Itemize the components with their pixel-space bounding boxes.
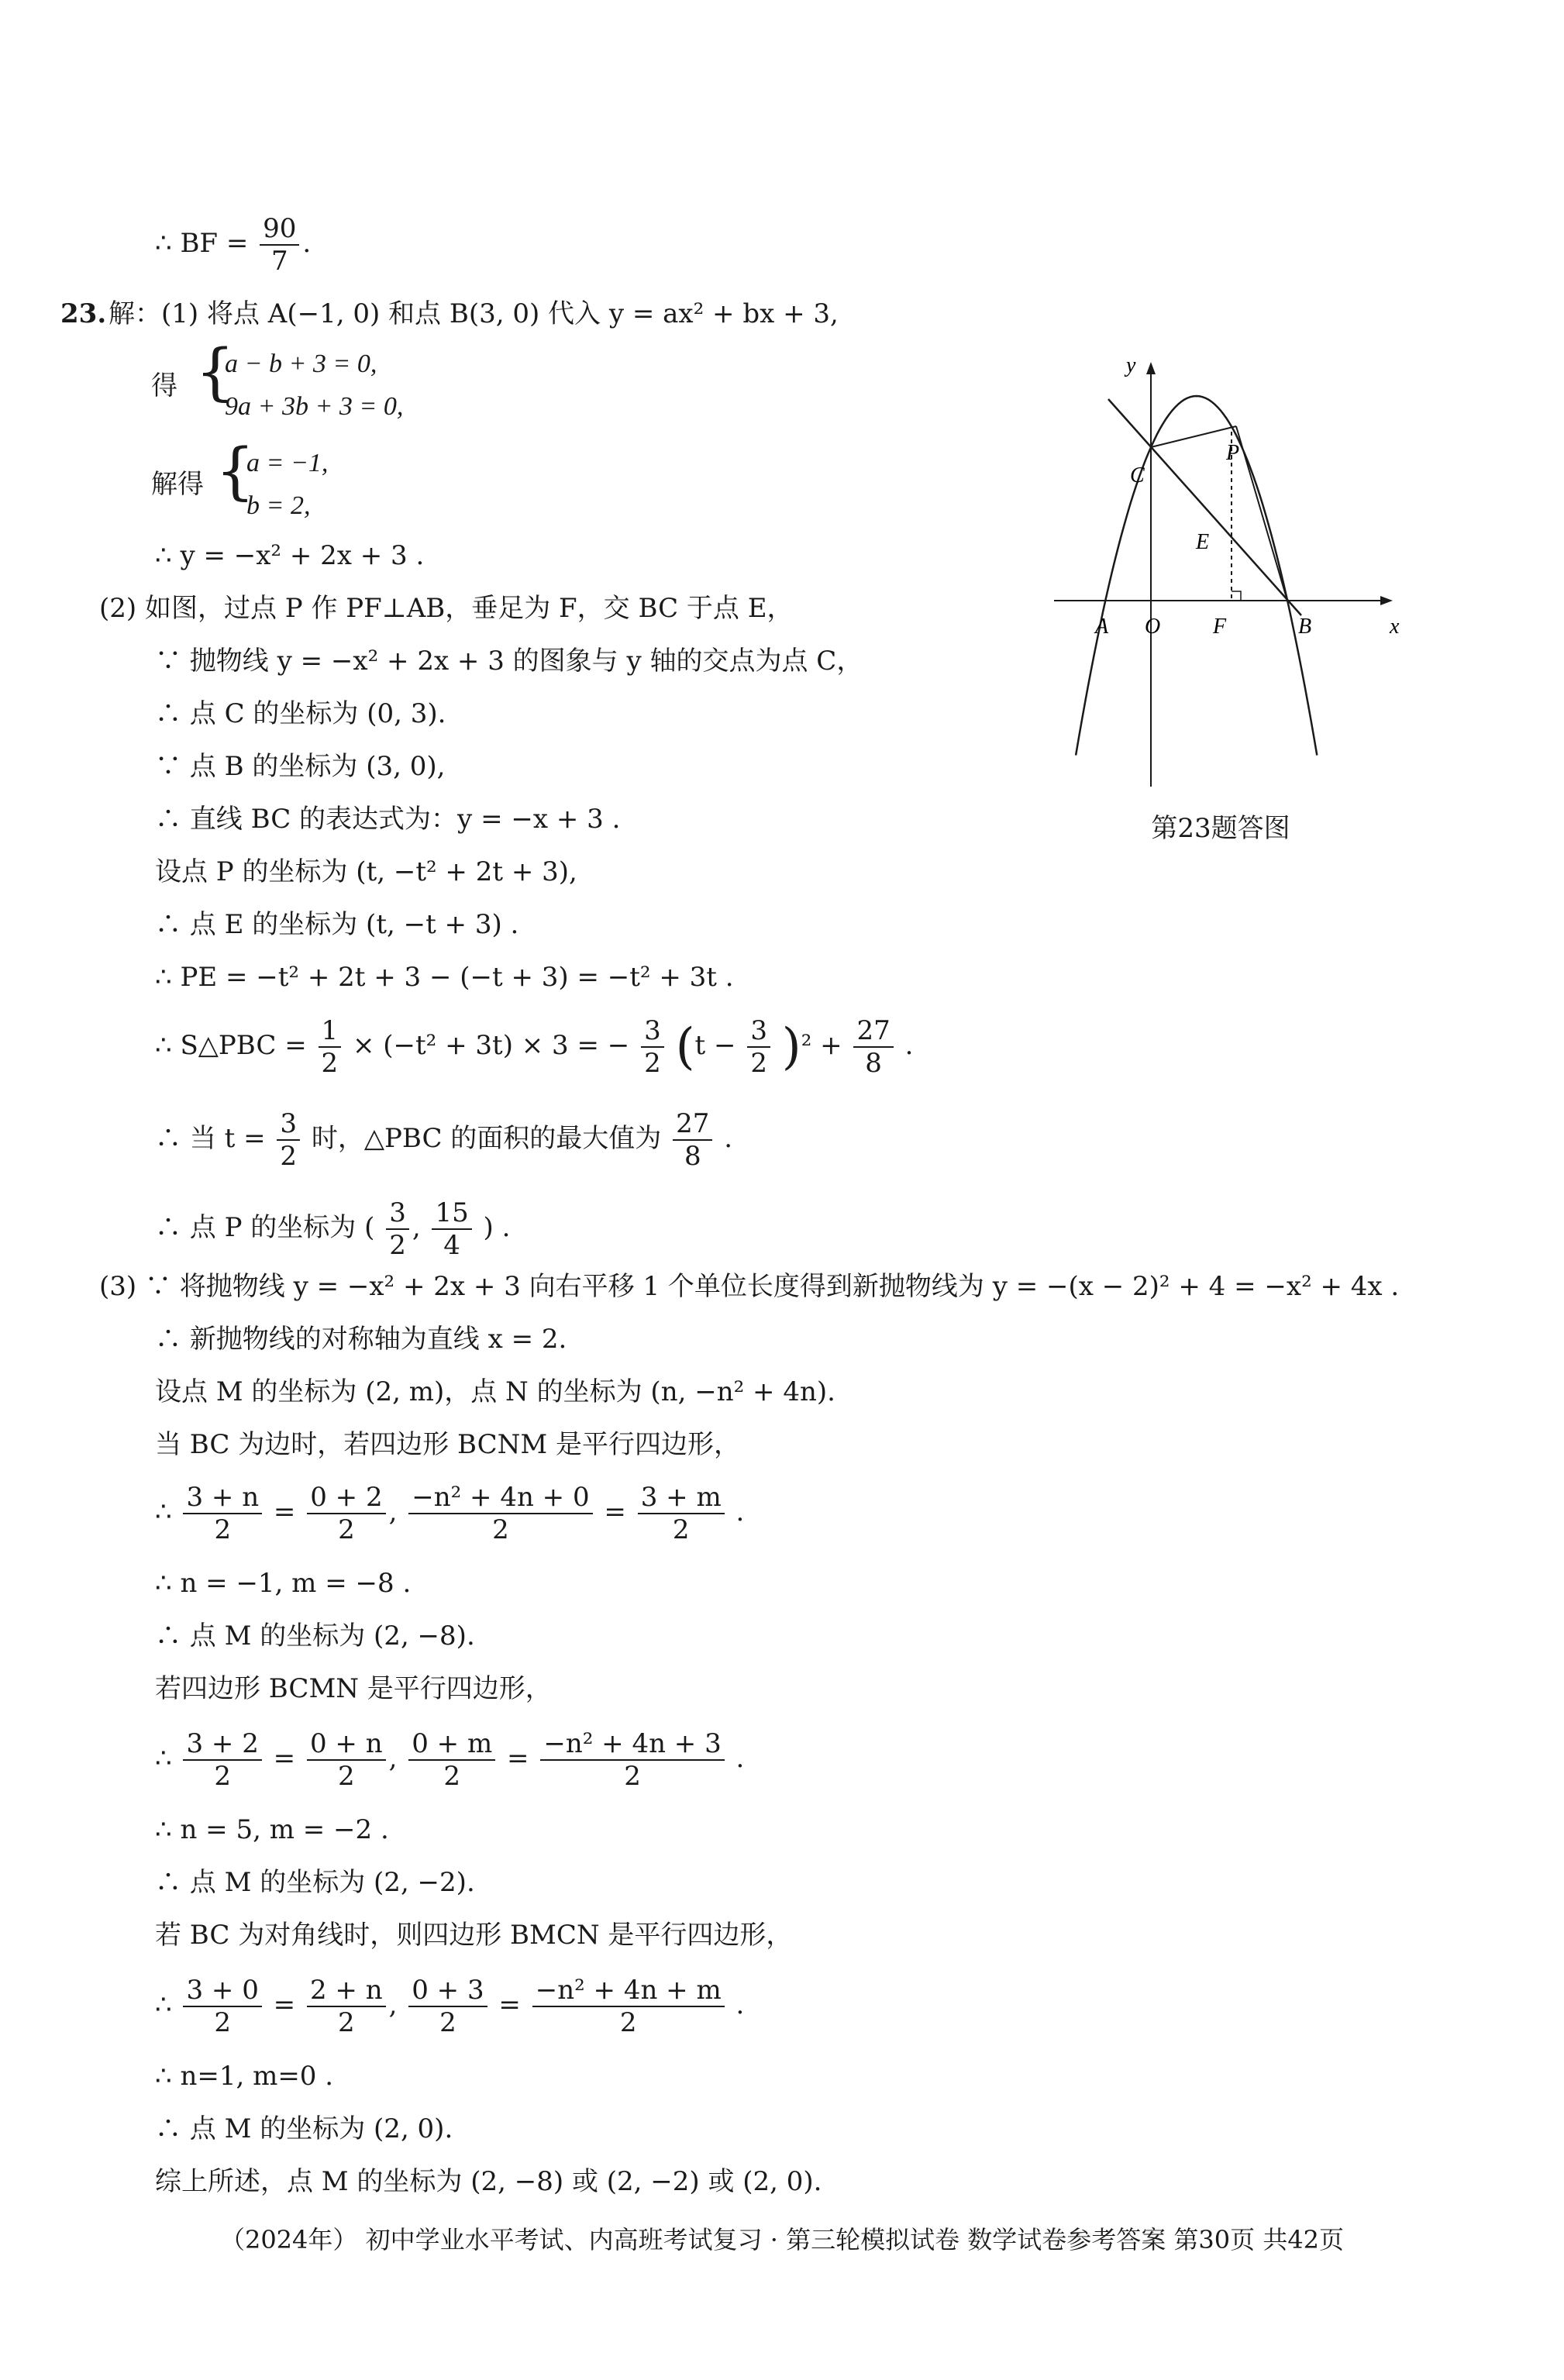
solution-line: ∴ 点 M 的坐标为 (2, −2). — [155, 1867, 475, 1898]
fraction: $\frac{3 + 2}{2}$ — [183, 1728, 261, 1792]
fraction: $\frac{1}{2}$ — [319, 1015, 342, 1079]
solution-line: ∴ 直线 BC 的表达式为：y = −x + 3 . — [155, 804, 621, 835]
equation: a = −1, — [246, 449, 329, 477]
solution-line: ∴ 点 C 的坐标为 (0, 3). — [155, 698, 446, 729]
equation: b = 2, — [246, 491, 311, 520]
area-expression: ∴ S△PBC = $\frac{1}{2}$ × (−t² + 3t) × 3 = − $\frac{3}{2}$ (t − $\frac{3}{2}$ )² + $\frac{27}{8}$ . — [155, 1015, 914, 1079]
y-axis-arrow-icon — [1146, 362, 1156, 374]
fraction: $\frac{0 + m}{2}$ — [408, 1728, 495, 1792]
solution-line-1: 解：(1) 将点 A(−1, 0) 和点 B(3, 0) 代入 y = ax² + bx + 3, — [109, 298, 839, 329]
fraction: $\frac{3}{2}$ — [277, 1108, 300, 1172]
fraction: $\frac{3 + m}{2}$ — [638, 1482, 725, 1545]
fraction: $\frac{15}{4}$ — [432, 1197, 471, 1261]
fraction: $\frac{2 + n}{2}$ — [307, 1975, 386, 2038]
fraction: $\frac{\text{−n² + 4n + 3}}{2}$ — [540, 1728, 724, 1792]
midpoint-equation: ∴ $\frac{3 + n}{2}$ = $\frac{0 + 2}{2}$ , $\frac{\text{−n² + 4n + 0}}{2}$ = $\frac{3 + m}{2}$ . — [155, 1482, 745, 1545]
label-f: F — [1213, 615, 1227, 639]
point-p-line: ∴ 点 P 的坐标为 ( $\frac{3}{2}$ , $\frac{15}{4}$ ) . — [155, 1197, 511, 1261]
question-number: 23. — [60, 298, 107, 329]
x-axis-arrow-icon — [1380, 596, 1393, 605]
part-2-intro: (2) 如图，过点 P 作 PF⊥AB，垂足为 F，交 BC 于点 E， — [99, 593, 794, 624]
midpoint-equation: ∴ $\frac{3 + 2}{2}$ = $\frac{0 + n}{2}$ , $\frac{0 + m}{2}$ = $\frac{\text{−n² + 4n + 3}}{2}$ . — [155, 1728, 745, 1792]
label-b: B — [1298, 615, 1312, 639]
solution-line: ∴ n = −1, m = −8 . — [155, 1568, 412, 1599]
solution-line: 设点 P 的坐标为 (t, −t² + 2t + 3), — [155, 856, 577, 887]
solution-line: ∴ 新抛物线的对称轴为直线 x = 2. — [155, 1324, 567, 1355]
midpoint-equation: ∴ $\frac{3 + 0}{2}$ = $\frac{2 + n}{2}$ , $\frac{0 + 3}{2}$ = $\frac{\text{−n² + 4n + m}}{2}$ . — [155, 1975, 745, 2038]
figure-caption: 第23题答图 — [1151, 813, 1290, 844]
fraction: $\frac{\text{−n² + 4n + m}}{2}$ — [532, 1975, 725, 2038]
fraction: $\frac{0 + 2}{2}$ — [307, 1482, 385, 1545]
fraction: $\frac{3}{2}$ — [641, 1015, 664, 1079]
line-bc — [1108, 399, 1301, 615]
answer-bf-line: ∴ BF = $\frac{90}{7}$ . — [155, 213, 312, 277]
fraction: $\frac{0 + n}{2}$ — [307, 1728, 386, 1792]
solution-line: 若四边形 BCMN 是平行四边形， — [155, 1673, 552, 1704]
solution-line: ∴ 点 M 的坐标为 (2, 0). — [155, 2113, 453, 2144]
fraction: $\frac{3 + 0}{2}$ — [183, 1975, 261, 2038]
parabola-curve — [1076, 396, 1317, 756]
segment-pc — [1151, 426, 1236, 447]
brace-icon: { — [195, 336, 235, 408]
solution-line: ∴ PE = −t² + 2t + 3 − (−t + 3) = −t² + 3t . — [155, 962, 734, 993]
figure-23 — [1035, 345, 1407, 844]
label-y: y — [1126, 353, 1136, 377]
solution-line: ∵ 抛物线 y = −x² + 2x + 3 的图象与 y 轴的交点为点 C， — [155, 646, 863, 677]
solution-line: ∴ n=1, m=0 . — [155, 2061, 334, 2092]
label-o: O — [1145, 615, 1161, 639]
max-area-line: ∴ 当 t = $\frac{3}{2}$ 时，△PBC 的面积的最大值为 $\frac{27}{8}$ . — [155, 1108, 733, 1172]
brace-icon: { — [215, 435, 255, 507]
fraction: $\frac{0 + 3}{2}$ — [408, 1975, 487, 2038]
right-angle-icon — [1232, 591, 1241, 601]
label-e: E — [1196, 530, 1210, 554]
fraction: $\frac{90}{7}$ — [260, 213, 299, 277]
equation: a − b + 3 = 0, — [225, 350, 377, 378]
solution-line: ∴ n = 5, m = −2 . — [155, 1814, 389, 1845]
fraction: $\frac{3}{2}$ — [386, 1197, 409, 1261]
solution-line: ∴ 点 M 的坐标为 (2, −8). — [155, 1621, 475, 1652]
label-a: A — [1095, 615, 1109, 639]
label-x: x — [1390, 615, 1400, 639]
fraction: $\frac{3}{2}$ — [747, 1015, 770, 1079]
label-c: C — [1130, 463, 1145, 487]
system-prefix: 解得 — [151, 469, 204, 500]
solution-line: 当 BC 为边时，若四边形 BCNM 是平行四边形， — [155, 1429, 741, 1460]
fraction: $\frac{27}{8}$ — [673, 1108, 712, 1172]
solution-line: ∵ 点 B 的坐标为 (3, 0), — [155, 751, 446, 782]
parabola-diagram — [1035, 345, 1407, 818]
equation: 9a + 3b + 3 = 0, — [225, 392, 404, 421]
segment-pb — [1236, 426, 1287, 601]
page-footer: （2024年） 初中学业水平考试、内高班考试复习 · 第三轮模拟试卷 数学试卷参考答案 第30页 共42页 — [219, 2225, 1345, 2254]
fraction: $\frac{27}{8}$ — [853, 1015, 893, 1079]
solution-line: ∴ 点 E 的坐标为 (t, −t + 3) . — [155, 909, 519, 940]
fraction: $\frac{3 + n}{2}$ — [183, 1482, 262, 1545]
fraction: $\frac{\text{−n² + 4n + 0}}{2}$ — [408, 1482, 592, 1545]
part-3-intro: (3) ∵ 将抛物线 y = −x² + 2x + 3 向右平移 1 个单位长度得到新抛物线为 y = −(x − 2)² + 4 = −x² + 4x . — [99, 1271, 1400, 1302]
parabola-result: ∴ y = −x² + 2x + 3 . — [155, 540, 425, 571]
solution-line: 设点 M 的坐标为 (2, m)，点 N 的坐标为 (n, −n² + 4n). — [155, 1376, 835, 1407]
conclusion-line: 综上所述，点 M 的坐标为 (2, −8) 或 (2, −2) 或 (2, 0). — [155, 2166, 822, 2197]
label-p: P — [1226, 441, 1240, 465]
solution-line: 若 BC 为对角线时，则四边形 BMCN 是平行四边形， — [155, 1920, 793, 1951]
system-prefix: 得 — [151, 370, 177, 401]
